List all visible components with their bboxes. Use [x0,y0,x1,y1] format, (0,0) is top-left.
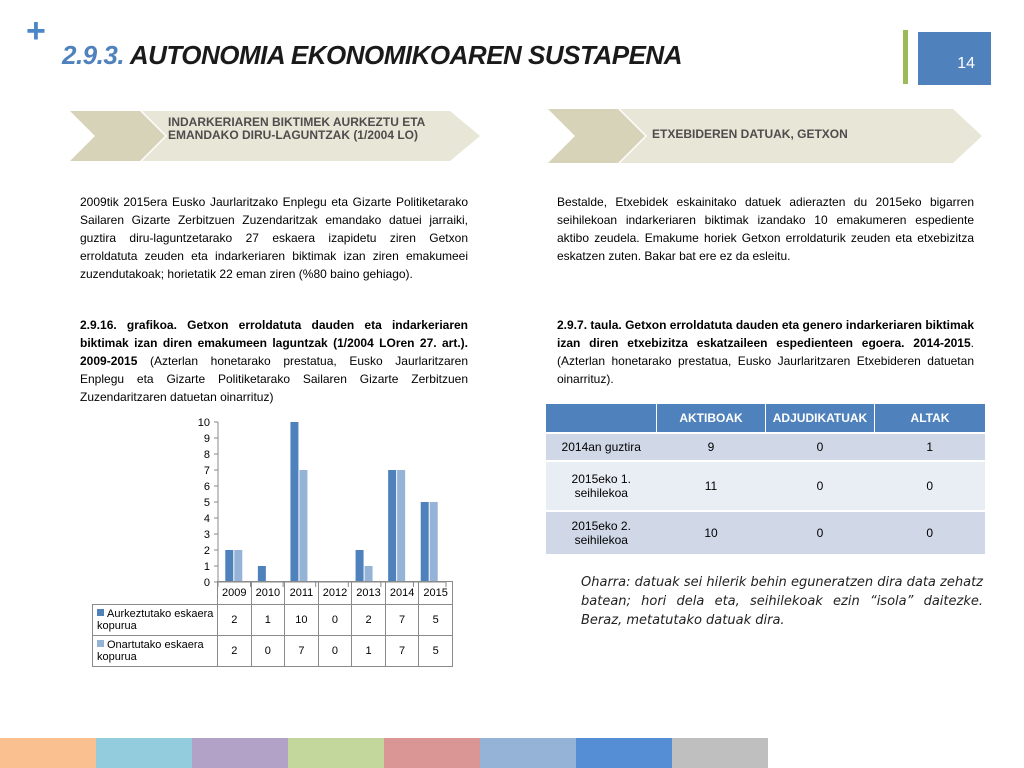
color-bar-segment [384,738,480,768]
color-bar-segment [0,738,96,768]
bar-approved-2015 [430,502,438,582]
table-cell: 0 [766,433,875,461]
data-label: 7 [285,635,319,666]
chart-table-header-row [93,582,453,605]
right-paragraph: Bestalde, Etxebidek eskainitako datuek adierazten du 2015eko bigarren seihilekoan indarkeriaren biktimak izandako 10 emakumeren espediente aktibo zeudela. Emakume horiek Getxon erroldaturik zeuden eta etxebizitza eskatzen zuten. Bakar bat ere ez da esleitu. [557,195,974,263]
x-tick-label: 2014 [385,582,419,605]
y-tick-label: 4 [203,513,210,525]
bottom-color-bar [0,738,768,768]
y-tick-label: 2 [203,545,210,557]
bar-approved-2014 [397,470,405,582]
y-tick-label: 9 [203,433,210,445]
y-tick-label: 10 [197,417,210,429]
section-title: AUTONOMIA EKONOMIKOAREN SUSTAPENA [129,40,682,70]
color-bar-segment [96,738,192,768]
color-bar-segment [480,738,576,768]
x-tick-label: 2012 [318,582,352,605]
data-label: 7 [385,635,419,666]
bar-submitted-2013 [356,550,364,582]
data-label: 1 [251,604,285,635]
bar-chart [190,412,452,590]
etxebide-table [546,404,985,554]
bar-submitted-2014 [388,470,396,582]
bar-approved-2013 [365,566,373,582]
x-tick-label: 2010 [251,582,285,605]
table-header-cell: ADJUDIKATUAK [766,404,875,433]
table-cell: 1 [875,433,986,461]
page-number-box [918,32,991,85]
table-cell: 10 [657,511,766,554]
bar-submitted-2011 [290,422,298,582]
right-chevron-label: ETXEBIDEREN DATUAK, GETXON [652,127,848,141]
chart-data-table [92,581,453,667]
y-tick-label: 6 [203,481,210,493]
accent-divider [903,30,908,84]
table-caption [557,316,974,388]
x-tick-label: 2009 [218,582,252,605]
chart-caption [80,316,468,406]
x-tick-label: 2011 [285,582,319,605]
data-label: 5 [419,604,453,635]
table-row-label: 2015eko 1. seihilekoa [546,461,657,511]
series-label: Onartutako eskaera kopurua [93,635,218,666]
table-caption-source: . (Azterlan honetarako prestatua, Eusko Jaurlaritzaren Etxebideren datuetan oinarrituz). [557,336,974,386]
bar-approved-2011 [299,470,307,582]
table-cell: 0 [875,461,986,511]
color-bar-segment [576,738,672,768]
x-tick-label: 2013 [352,582,386,605]
y-tick-label: 1 [203,561,210,573]
table-row [546,461,985,511]
x-tick-label: 2015 [419,582,453,605]
color-bar-segment [288,738,384,768]
chart-table-series-row [93,635,453,666]
legend-swatch [97,640,104,647]
table-header-cell: AKTIBOAK [657,404,766,433]
data-label: 0 [251,635,285,666]
chart-table-series-row [93,604,453,635]
table-caption-title: 2.9.7. taula. Getxon erroldatuta dauden eta genero indarkeriaren biktimak izan diren etxebizitza eskatzaileen espedienteen egoera. 2014-2015 [557,318,974,350]
table-cell: 0 [766,511,875,554]
table-header-cell: ALTAK [875,404,986,433]
data-label: 2 [218,604,252,635]
page-title [62,40,682,71]
page-number: 14 [957,55,975,72]
table-row-label: 2014an guztira [546,433,657,461]
data-label: 10 [285,604,319,635]
color-bar-segment [672,738,768,768]
table-header-cell [546,404,657,433]
y-tick-label: 7 [203,465,210,477]
y-tick-label: 3 [203,529,210,541]
y-tick-label: 0 [203,577,210,589]
data-label: 1 [352,635,386,666]
table-cell: 0 [766,461,875,511]
series-label: Aurkeztutako eskaera kopurua [93,604,218,635]
table-row-label: 2015eko 2. seihilekoa [546,511,657,554]
table-cell: 0 [875,511,986,554]
note-text: Oharra: datuak sei hilerik behin eguneratzen dira data zehatz batean; hori dela eta, seihilekoak ezin “isola” daitezke. Beraz, metatutako datuak dira. [581,575,983,628]
data-label: 7 [385,604,419,635]
table-row [546,433,985,461]
section-number: 2.9.3. [62,40,125,70]
legend-swatch [97,609,104,616]
data-label: 0 [318,635,352,666]
left-chevron-label: INDARKERIAREN BIKTIMEK AURKEZTU ETA EMANDAKO DIRU-LAGUNTZAK (1/2004 LO) [168,115,425,142]
bar-submitted-2010 [258,566,266,582]
chart-caption-source: (Azterlan honetarako prestatua, Eusko Jaurlaritzaren Enplegu eta Gizarte Politiketarako Sailaren Gizarte Zerbitzuen Zuzendaritzaren datuetan oinarrituz) [80,354,468,404]
table-header-row [546,404,985,433]
chart-caption-title: 2.9.16. grafikoa. Getxon erroldatuta dauden eta indarkeriaren biktimak izan diren emakumeen laguntzak (1/2004 LOren 27. art.). 2009-2015 [80,318,468,368]
data-label: 5 [419,635,453,666]
bar-submitted-2015 [421,502,429,582]
y-tick-label: 5 [203,497,210,509]
data-label: 0 [318,604,352,635]
bar-approved-2009 [234,550,242,582]
bar-submitted-2009 [225,550,233,582]
plus-icon: + [26,12,46,50]
table-cell: 11 [657,461,766,511]
left-paragraph: 2009tik 2015era Eusko Jaurlaritzako Enplegu eta Gizarte Politiketarako Sailaren Gizarte Zerbitzuen Zuzendaritzak emandako datuei jarraiki, guztira diru-laguntzetarako 27 eskaera izapidetu ziren Getxon erroldatuta zeuden eta indarkeriaren biktimak izan ziren emakumeei zuzendutakoak; horietatik 22 eman ziren (%80 baino gehiago). [80,195,468,281]
table-row [546,511,985,554]
y-tick-label: 8 [203,449,210,461]
table-cell: 9 [657,433,766,461]
data-label: 2 [352,604,386,635]
color-bar-segment [192,738,288,768]
data-label: 2 [218,635,252,666]
